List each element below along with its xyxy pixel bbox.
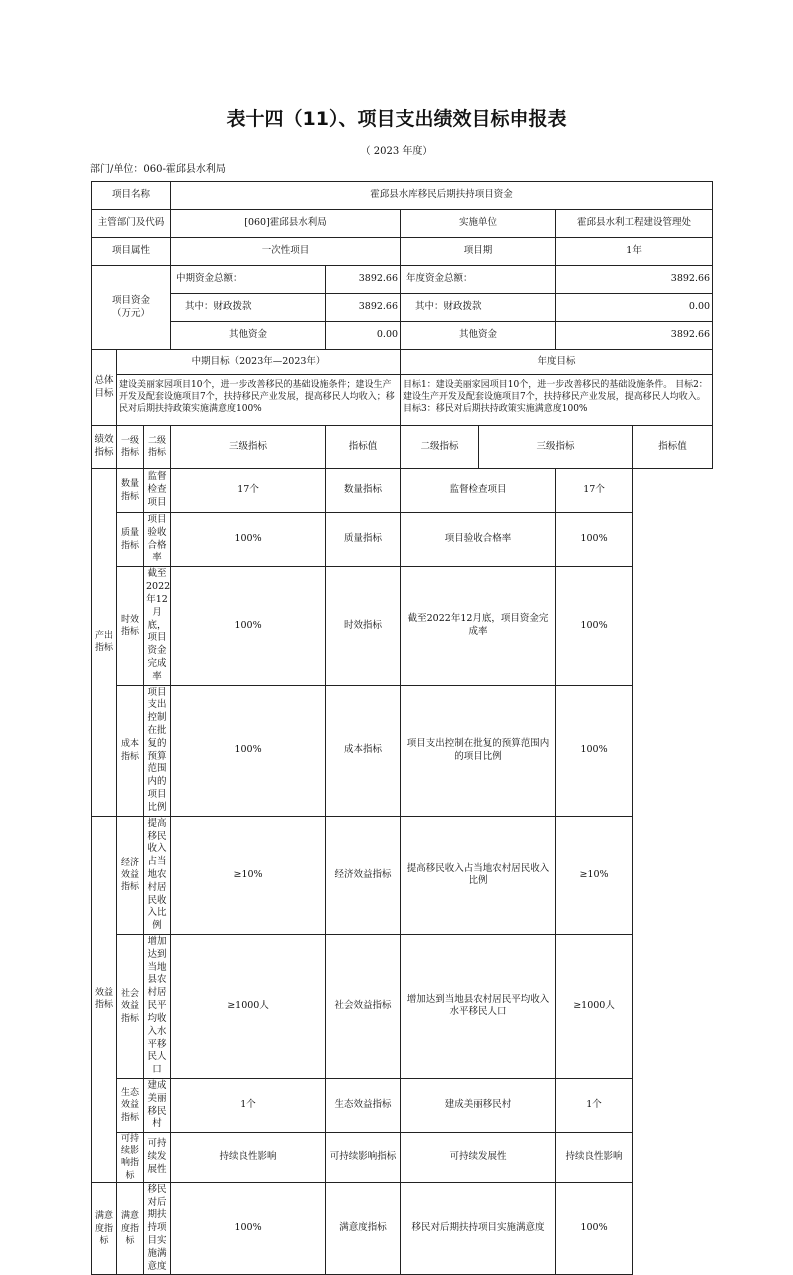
indicator-row xyxy=(92,816,713,934)
level2-indicator: 满意度指标 xyxy=(117,1182,144,1275)
mid-goal-text: 建设美丽家园项目10个，进一步改善移民的基础设施条件；建设生产开发及配套设施项目7个，扶持移民产业发展，提高移民人均收入；移民对后期扶持政策实施满意度100% xyxy=(117,375,401,426)
label: 其中：财政拨款 xyxy=(401,294,556,322)
department-line: 部门/单位：060-霍邱县水利局 xyxy=(90,164,226,175)
project-name: 霍邱县水库移民后期扶持项目资金 xyxy=(171,182,713,210)
year-level2-indicator: 数量指标 xyxy=(326,469,401,513)
mid-other: 0.00 xyxy=(326,322,401,350)
header: 一级指标 xyxy=(117,426,144,469)
department-value: [060]霍邱县水利局 xyxy=(171,210,401,238)
year-level3-indicator: 可持续发展性 xyxy=(401,1133,556,1183)
implementing-unit: 霍邱县水利工程建设管理处 xyxy=(556,210,713,238)
indicator-row xyxy=(92,935,713,1079)
indicator-row xyxy=(92,1182,713,1275)
year-level3-indicator: 建成美丽移民村 xyxy=(401,1078,556,1132)
year-indicator-value: 1个 xyxy=(556,1078,633,1132)
year-goal-header: 年度目标 xyxy=(401,350,713,375)
level3-indicator: 增加达到当地县农村居民平均收入水平移民人口 xyxy=(144,935,171,1079)
indicator-value: ≥10% xyxy=(171,816,326,934)
goals-label: 总体目标 xyxy=(92,350,117,426)
level2-indicator: 可持续影响指标 xyxy=(117,1133,144,1183)
level2-indicator: 数量指标 xyxy=(117,469,144,513)
header: 三级指标 xyxy=(171,426,326,469)
page-title: 表十四（11）、项目支出绩效目标申报表 xyxy=(226,108,567,130)
year-indicator-value: 100% xyxy=(556,1182,633,1275)
row-attribute xyxy=(92,238,713,266)
indicators-label: 绩效指标 xyxy=(92,426,117,469)
year-level2-indicator: 质量指标 xyxy=(326,513,401,567)
level3-indicator: 建成美丽移民村 xyxy=(144,1078,171,1132)
year-level2-indicator: 可持续影响指标 xyxy=(326,1133,401,1183)
year-fiscal: 0.00 xyxy=(556,294,713,322)
year-level2-indicator: 生态效益指标 xyxy=(326,1078,401,1132)
fiscal-year: （ 2023 年度） xyxy=(360,146,433,157)
year-other: 3892.66 xyxy=(556,322,713,350)
header: 二级指标 xyxy=(144,426,171,469)
year-level2-indicator: 满意度指标 xyxy=(326,1182,401,1275)
year-indicator-value: 17个 xyxy=(556,469,633,513)
row-funds-other xyxy=(92,322,713,350)
mid-fiscal: 3892.66 xyxy=(326,294,401,322)
year-level2-indicator: 成本指标 xyxy=(326,685,401,816)
label: 其他资金 xyxy=(401,322,556,350)
year-indicator-value: ≥1000人 xyxy=(556,935,633,1079)
level2-indicator: 经济效益指标 xyxy=(117,816,144,934)
label: 项目期 xyxy=(401,238,556,266)
level2-indicator: 质量指标 xyxy=(117,513,144,567)
label: 年度资金总额： xyxy=(401,266,556,294)
mid-goal-header: 中期目标（2023年—2023年） xyxy=(117,350,401,375)
level3-indicator: 提高移民收入占当地农村居民收入比例 xyxy=(144,816,171,934)
year-level3-indicator: 截至2022年12月底，项目资金完成率 xyxy=(401,567,556,685)
indicator-row xyxy=(92,685,713,816)
row-goals-text xyxy=(92,375,713,426)
level3-indicator: 可持续发展性 xyxy=(144,1133,171,1183)
level3-indicator: 项目支出控制在批复的预算范围内的项目比例 xyxy=(144,685,171,816)
level1-indicator: 产出指标 xyxy=(92,469,117,817)
indicator-row xyxy=(92,513,713,567)
year-level3-indicator: 增加达到当地县农村居民平均收入水平移民人口 xyxy=(401,935,556,1079)
indicator-value: 100% xyxy=(171,685,326,816)
year-level3-indicator: 项目支出控制在批复的预算范围内的项目比例 xyxy=(401,685,556,816)
indicator-value: 17个 xyxy=(171,469,326,513)
level2-indicator: 生态效益指标 xyxy=(117,1078,144,1132)
year-indicator-value: 持续良性影响 xyxy=(556,1133,633,1183)
label: 项目属性 xyxy=(92,238,171,266)
year-level2-indicator: 社会效益指标 xyxy=(326,935,401,1079)
label: 实施单位 xyxy=(401,210,556,238)
year-indicator-value: 100% xyxy=(556,513,633,567)
year-indicator-value: 100% xyxy=(556,685,633,816)
indicator-value: ≥1000人 xyxy=(171,935,326,1079)
label: 项目名称 xyxy=(92,182,171,210)
header: 二级指标 xyxy=(401,426,479,469)
level2-indicator: 时效指标 xyxy=(117,567,144,685)
level3-indicator: 项目验收合格率 xyxy=(144,513,171,567)
label: 主管部门及代码 xyxy=(92,210,171,238)
level2-indicator: 社会效益指标 xyxy=(117,935,144,1079)
year-level3-indicator: 移民对后期扶持项目实施满意度 xyxy=(401,1182,556,1275)
indicator-value: 1个 xyxy=(171,1078,326,1132)
year-indicator-value: 100% xyxy=(556,567,633,685)
row-funds-fiscal xyxy=(92,294,713,322)
indicator-value: 100% xyxy=(171,567,326,685)
row-department xyxy=(92,210,713,238)
indicator-row xyxy=(92,1133,713,1183)
funds-label: 项目资金 （万元） xyxy=(92,266,171,350)
level2-indicator: 成本指标 xyxy=(117,685,144,816)
performance-target-table xyxy=(91,181,713,1275)
header: 指标值 xyxy=(326,426,401,469)
year-level2-indicator: 经济效益指标 xyxy=(326,816,401,934)
year-indicator-value: ≥10% xyxy=(556,816,633,934)
row-funds-total xyxy=(92,266,713,294)
year-level3-indicator: 监督检查项目 xyxy=(401,469,556,513)
indicator-value: 100% xyxy=(171,1182,326,1275)
label: 其中：财政拨款 xyxy=(171,294,326,322)
indicator-value: 100% xyxy=(171,513,326,567)
header: 三级指标 xyxy=(479,426,633,469)
year-level3-indicator: 项目验收合格率 xyxy=(401,513,556,567)
mid-total: 3892.66 xyxy=(326,266,401,294)
row-goals-header xyxy=(92,350,713,375)
attribute-value: 一次性项目 xyxy=(171,238,401,266)
row-project-name xyxy=(92,182,713,210)
period-value: 1年 xyxy=(556,238,713,266)
header: 指标值 xyxy=(633,426,713,469)
label: 其他资金 xyxy=(171,322,326,350)
row-indicator-header xyxy=(92,426,713,469)
level3-indicator: 监督检查项目 xyxy=(144,469,171,513)
year-goal-text: 目标1：建设美丽家园项目10个，进一步改善移民的基础设施条件。 目标2：建设生产开发及配套设施项目7个，扶持移民产业发展，提高移民人均收入。 目标3：移民对后期扶持政策实施满意度100% xyxy=(401,375,713,426)
year-total: 3892.66 xyxy=(556,266,713,294)
year-level3-indicator: 提高移民收入占当地农村居民收入比例 xyxy=(401,816,556,934)
indicator-row xyxy=(92,1078,713,1132)
level3-indicator: 移民对后期扶持项目实施满意度 xyxy=(144,1182,171,1275)
level1-indicator: 满意度指标 xyxy=(92,1182,117,1275)
level1-indicator: 效益指标 xyxy=(92,816,117,1182)
level3-indicator: 截至2022年12月底，项目资金完成率 xyxy=(144,567,171,685)
indicator-row xyxy=(92,469,713,513)
indicator-value: 持续良性影响 xyxy=(171,1133,326,1183)
indicator-row xyxy=(92,567,713,685)
year-level2-indicator: 时效指标 xyxy=(326,567,401,685)
label: 中期资金总额： xyxy=(171,266,326,294)
